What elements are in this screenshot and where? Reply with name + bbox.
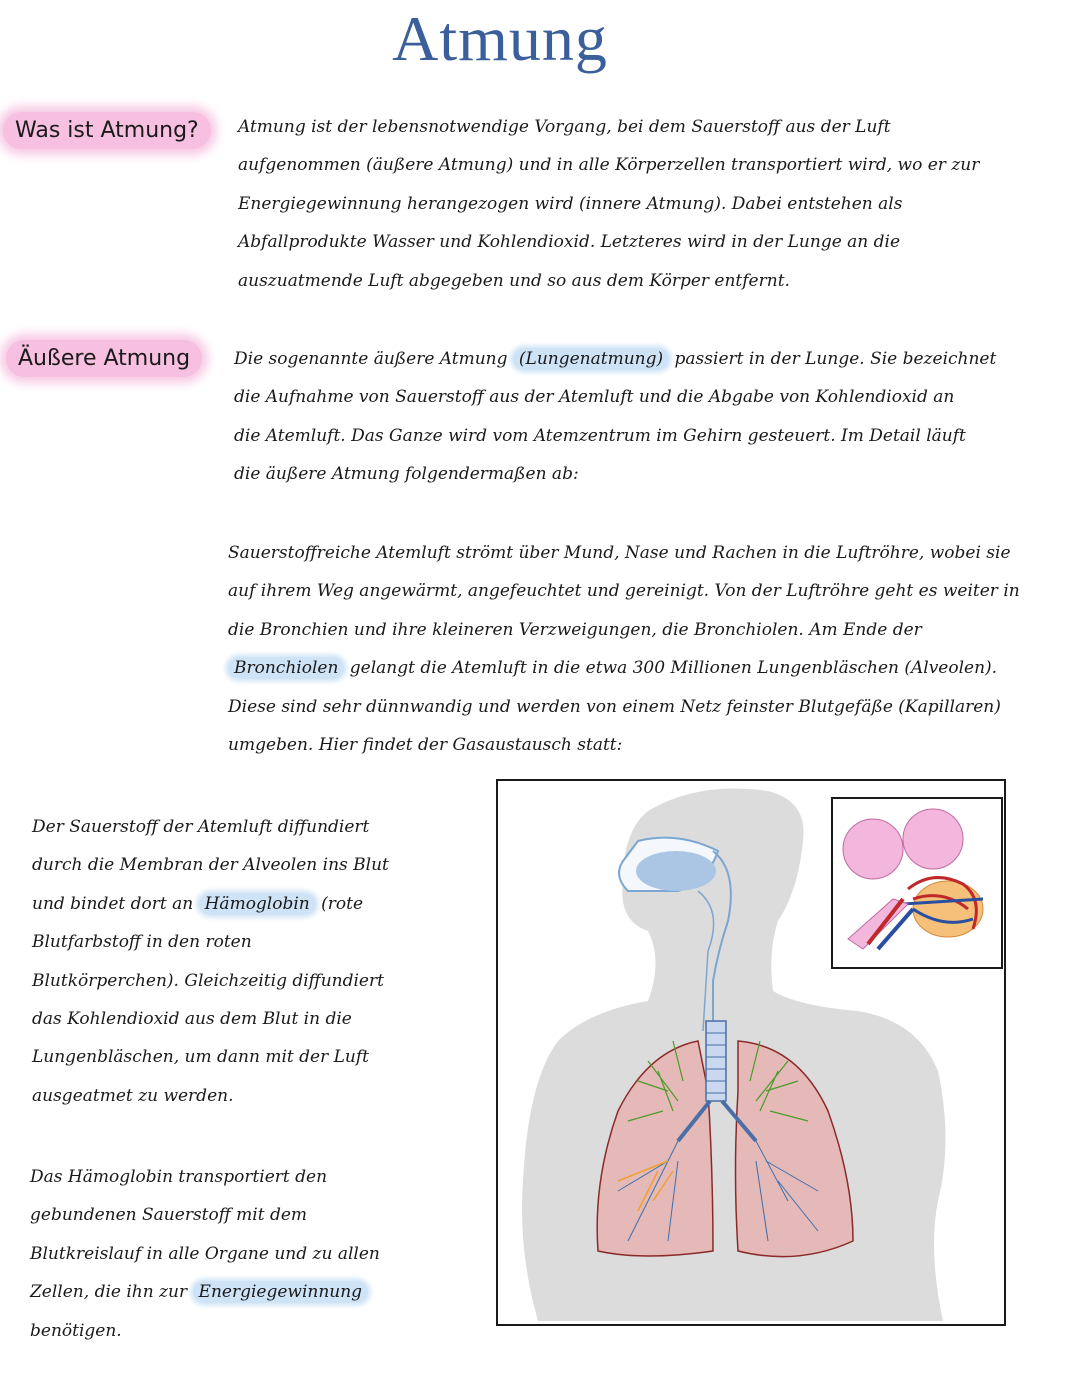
atemweg-paragraph	[228, 534, 1020, 764]
intro-line: Energiegewinnung herangezogen wird (innere Atmung). Dabei entstehen als	[238, 193, 903, 214]
gasaustausch-line: Lungenbläschen, um dann mit der Luft	[32, 1047, 369, 1068]
atemweg-line: Bronchiolen gelangt die Atemluft in die etwa 300 Millionen Lungenbläschen (Alveolen).	[228, 649, 1020, 687]
gasaustausch-line: durch die Membran der Alveolen ins Blut	[32, 855, 389, 876]
atemweg-line: Sauerstoffreiche Atemluft strömt über Mund, Nase und Rachen in die Luftröhre, wobei sie	[228, 543, 1011, 563]
intro-line: Atmung ist der lebensnotwendige Vorgang, bei dem Sauerstoff aus der Luft	[238, 117, 891, 137]
intro-paragraph	[238, 108, 979, 300]
gasaustausch-line: und bindet dort an Hämoglobin (rote	[32, 893, 364, 914]
respiratory-system-figure	[496, 779, 1006, 1326]
aeussere-line: die Aufnahme von Sauerstoff aus der Atemluft und die Abgabe von Kohlendioxid an	[234, 387, 955, 408]
atemweg-line: umgeben. Hier findet der Gasaustausch statt:	[228, 735, 623, 756]
highlight-haemoglobin: Hämoglobin	[199, 893, 316, 915]
atemweg-line: Diese sind sehr dünnwandig und werden von einem Netz feinster Blutgefäße (Kapillaren)	[228, 696, 1001, 717]
gasaustausch-line: das Kohlendioxid aus dem Blut in die	[32, 1009, 352, 1030]
highlight-bronchiolen: Bronchiolen	[228, 657, 344, 679]
highlight-lungenatmung: (Lungenatmung)	[513, 348, 669, 370]
label-aeussere-atmung: Äußere Atmung	[6, 340, 202, 377]
transport-line: Zellen, die ihn zur Energiegewinnung	[30, 1273, 380, 1311]
transport-line: benötigen.	[30, 1320, 122, 1341]
aeussere-line: die äußere Atmung folgendermaßen ab:	[234, 464, 579, 485]
atemweg-line: die Bronchien und ihre kleineren Verzweigungen, die Bronchiolen. Am Ende der	[228, 619, 922, 640]
highlight-energiegewinnung: Energiegewinnung	[193, 1281, 369, 1303]
gasaustausch-paragraph	[32, 808, 389, 1115]
aeussere-atmung-paragraph	[234, 340, 996, 494]
page-title: Atmung	[392, 3, 608, 74]
alveolus	[843, 819, 903, 879]
transport-line: gebundenen Sauerstoff mit dem	[30, 1205, 308, 1226]
intro-line: auszuatmende Luft abgegeben und so aus dem Körper entfernt.	[238, 270, 790, 291]
gasaustausch-line: ausgeatmet zu werden.	[32, 1085, 234, 1106]
nasal-highlight	[636, 851, 716, 891]
gasaustausch-line: Der Sauerstoff der Atemluft diffundiert	[32, 817, 370, 837]
alveoli-inset	[831, 797, 1003, 969]
transport-line: Das Hämoglobin transportiert den	[30, 1167, 328, 1187]
aeussere-line: Die sogenannte äußere Atmung (Lungenatmung) passiert in der Lunge. Sie bezeichnet	[234, 349, 997, 369]
label-was-ist-atmung: Was ist Atmung?	[3, 112, 211, 149]
aeussere-line: die Atemluft. Das Ganze wird vom Atemzentrum im Gehirn gesteuert. Im Detail läuft	[234, 425, 966, 446]
alveoli-illustration	[833, 799, 1001, 967]
alveolus	[903, 809, 963, 869]
gasaustausch-line: Blutfarbstoff in den roten	[32, 932, 252, 953]
transport-paragraph	[30, 1158, 380, 1350]
intro-line: Abfallprodukte Wasser und Kohlendioxid. Letzteres wird in der Lunge an die	[238, 232, 901, 253]
transport-line: Blutkreislauf in alle Organe und zu allen	[30, 1243, 380, 1264]
intro-line: aufgenommen (äußere Atmung) und in alle Körperzellen transportiert wird, wo er zur	[238, 155, 980, 176]
gasaustausch-line: Blutkörperchen). Gleichzeitig diffundiert	[32, 970, 384, 991]
atemweg-line: auf ihrem Weg angewärmt, angefeuchtet und gereinigt. Von der Luftröhre geht es weiter in	[228, 581, 1020, 602]
